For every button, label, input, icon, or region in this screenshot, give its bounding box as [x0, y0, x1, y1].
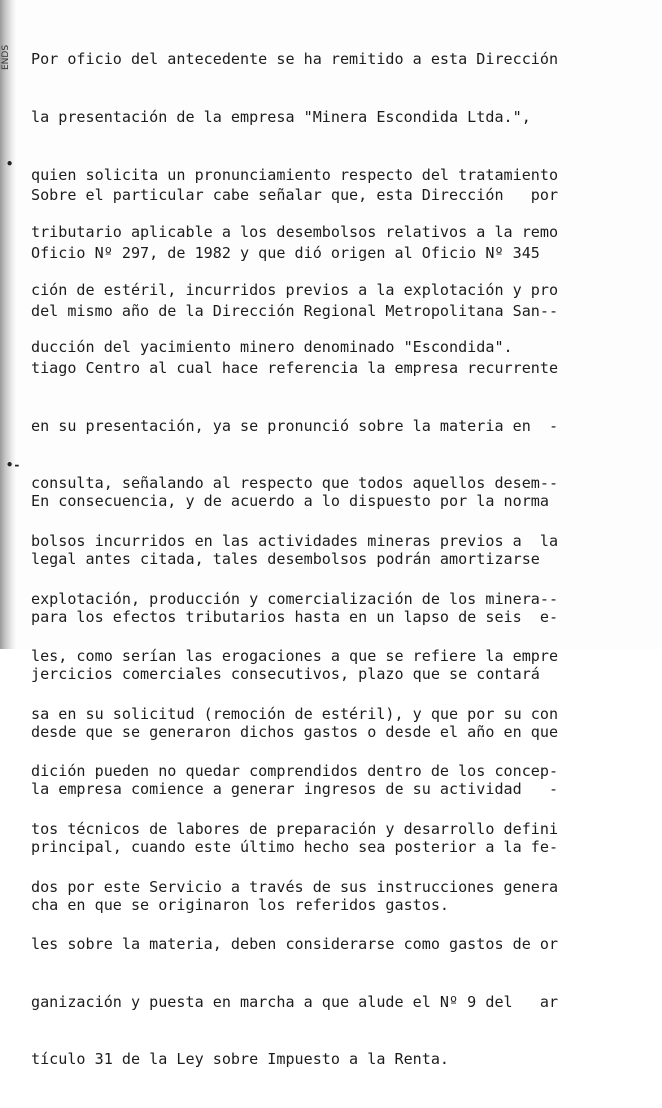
- margin-note: ENDS: [1, 44, 11, 70]
- page-left-edge: [0, 0, 16, 649]
- text-line: explotación, producción y comercialización de los minera--: [31, 589, 559, 608]
- text-line: del mismo año de la Dirección Regional Metropolitana San--: [31, 301, 559, 320]
- text-line: tículo 31 de la Ley sobre Impuesto a la Renta.: [31, 1050, 450, 1069]
- text-line: desde que se generaron dichos gastos o desde el año en que: [31, 722, 559, 741]
- text-line: legal antes citada, tales desembolsos podrán amortizarse: [31, 550, 540, 568]
- text-line: jercicios comerciales consecutivos, plazo que se contará: [31, 665, 540, 684]
- text-line: ganización y puesta en marcha a que alude el Nº 9 del ar: [31, 992, 559, 1011]
- paragraph-3: [31, 454, 659, 953]
- text-line: la empresa comience a generar ingresos de su actividad -: [31, 780, 559, 799]
- text-line: les, como serían las erogaciones a que se refiere la empre: [31, 647, 559, 666]
- text-line: ción de estéril, incurridos previos a la explotación y pro: [31, 280, 559, 299]
- text-line: tiago Centro al cual hace referencia la empresa recurrente: [31, 359, 559, 378]
- text-line: dición pueden no quedar comprendidos dentro de los concep-: [31, 762, 559, 781]
- paragraph-bullet: •: [6, 157, 14, 171]
- text-line: sa en su solicitud (remoción de estéril), y que por su con: [31, 704, 559, 723]
- text-line: en su presentación, ya se pronunció sobre la materia en -: [31, 416, 559, 435]
- text-line: consulta, señalando al respecto que todos aquellos desem--: [31, 474, 559, 493]
- text-line: tos técnicos de labores de preparación y desarrollo defini: [31, 819, 559, 838]
- text-line: En consecuencia, y de acuerdo a lo dispuesto por la norma: [31, 492, 549, 511]
- text-line: principal, cuando este último hecho sea posterior a la fe-: [31, 837, 559, 856]
- text-line: Oficio Nº 297, de 1982 y que dió origen al Oficio Nº 345: [31, 244, 540, 262]
- text-line: tributario aplicable a los desembolsos relativos a la remo: [31, 223, 559, 242]
- text-line: dos por este Servicio a través de sus instrucciones genera: [31, 877, 559, 896]
- text-line: quien solicita un pronunciamiento respecto del tratamiento: [31, 165, 559, 184]
- text-line: Sobre el particular cabe señalar que, esta Dirección por: [31, 186, 559, 205]
- paragraph-bullet: •-: [6, 458, 21, 472]
- text-line: ducción del yacimiento minero denominado "Escondida".: [31, 338, 513, 357]
- text-line: cha en que se originaron los referidos gastos.: [31, 895, 450, 914]
- text-line: Por oficio del antecedente se ha remitido a esta Dirección: [31, 50, 559, 69]
- text-line: les sobre la materia, deben considerarse como gastos de or: [31, 935, 559, 954]
- text-line: bolsos incurridos en las actividades mineras previos a la: [31, 531, 559, 550]
- text-line: la presentación de la empresa "Minera Escondida Ltda.",: [31, 108, 531, 126]
- text-line: para los efectos tributarios hasta en un lapso de seis e-: [31, 607, 559, 626]
